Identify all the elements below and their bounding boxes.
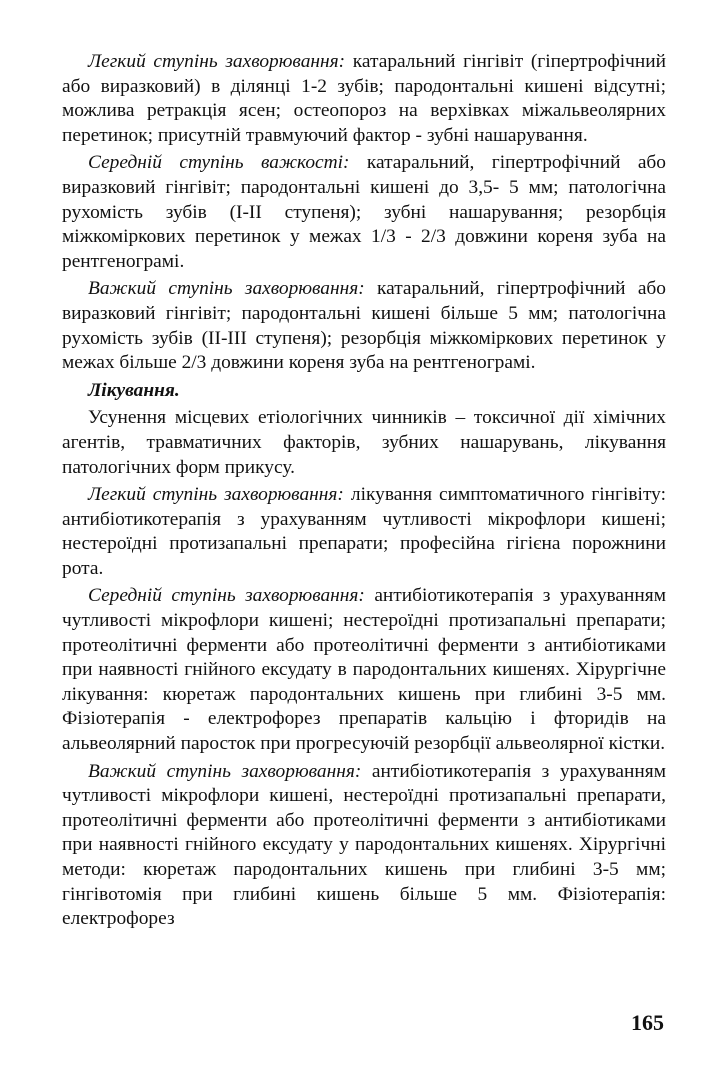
paragraph-treatment-mild [62,483,666,581]
paragraph-text: катаральний, гіпертрофічний або виразковий гінгівіт; пародонтальні кишені до 3,5- 5 мм; патологічна рухомість зубів (І-ІІ ступеня); зубні нашарування; резорбція міжкоміркових перетинок у межах 1/3 - 2/3 довжини кореня зуба на рентгенограмі. [62,152,666,272]
paragraph-mild-severity [62,50,666,148]
paragraph-lead-italic: Важкий ступінь захворювання: [88,760,362,782]
paragraph-text: антибіотикотерапія з урахуванням чутливості мікрофлори кишені, нестероїдні протизапальні препарати, протеолітичні ферменти або протеолітичні ферменти з антибіотиками при наявності гнійного ексудату у пародонтальних кишенях. Хірургічні методи: кюретаж пародонтальних кишень при глибині 3-5 мм; гінгівотомія при глибині кишень більше 5 мм. Фізіотерапія: електрофорез [62,760,666,930]
paragraph-severe-severity [62,277,666,375]
paragraph-moderate-severity [62,151,666,274]
section-heading-treatment: Лікування. [88,379,180,401]
paragraph-treatment-moderate [62,584,666,756]
paragraph-lead-italic: Середній ступінь важкості: [88,152,350,174]
paragraph-lead-italic: Легкий ступінь захворювання: [88,484,344,506]
page-number: 165 [631,1010,664,1035]
paragraph-treatment-severe [62,760,666,932]
page-body [62,50,666,1030]
paragraph-lead-italic: Середній ступінь захворювання: [88,585,365,607]
paragraph-text: катаральний гінгівіт (гіпертрофічний або виразковий) в ділянці 1-2 зубів; пародонтальні кишені відсутні; можлива ретракція ясен; остеопороз на верхівках міжальвеолярних перетинок; присутній травмуючий фактор - зубні нашарування. [62,51,666,146]
paragraph-lead-italic: Легкий ступінь захворювання: [88,51,346,72]
paragraph-text: катаральний, гіпертрофічний або виразковий гінгівіт; пародонтальні кишені більше 5 мм; патологічна рухомість зубів (ІІ-ІІІ ступеня); резорбція міжкоміркових перетинок у межах більше 2/3 довжини кореня зуба на рентгенограмі. [62,278,666,374]
paragraph-lead-italic: Важкий ступінь захворювання: [88,278,365,300]
paragraph-treatment-intro: Усунення місцевих етіологічних чинників – токсичної дії хімічних агентів, травматичних факторів, зубних нашарувань, лікування патологічних форм прикусу. [62,407,666,478]
paragraph-text: антибіотикотерапія з урахуванням чутливості мікрофлори кишені; нестероїдні протизапальні препарати; протеолітичні ферменти або протеолітичні ферменти з антибіотиками при наявності гнійного ексудату в пародонтальних кишенях. Хірургічне лікування: кюретаж пародонтальних кишень при глибині 3-5 мм. Фізіотерапія - електрофорез препаратів кальцію і фторидів на альвеолярний паросток при прогресуючій резорбції альвеолярної кістки. [62,585,666,755]
paragraph-text: лікування симптоматичного гінгівіту: антибіотикотерапія з урахуванням чутливості мікрофлори кишені; нестероїдні протизапальні препарати; професійна гігієна порожнини рота. [62,484,666,579]
